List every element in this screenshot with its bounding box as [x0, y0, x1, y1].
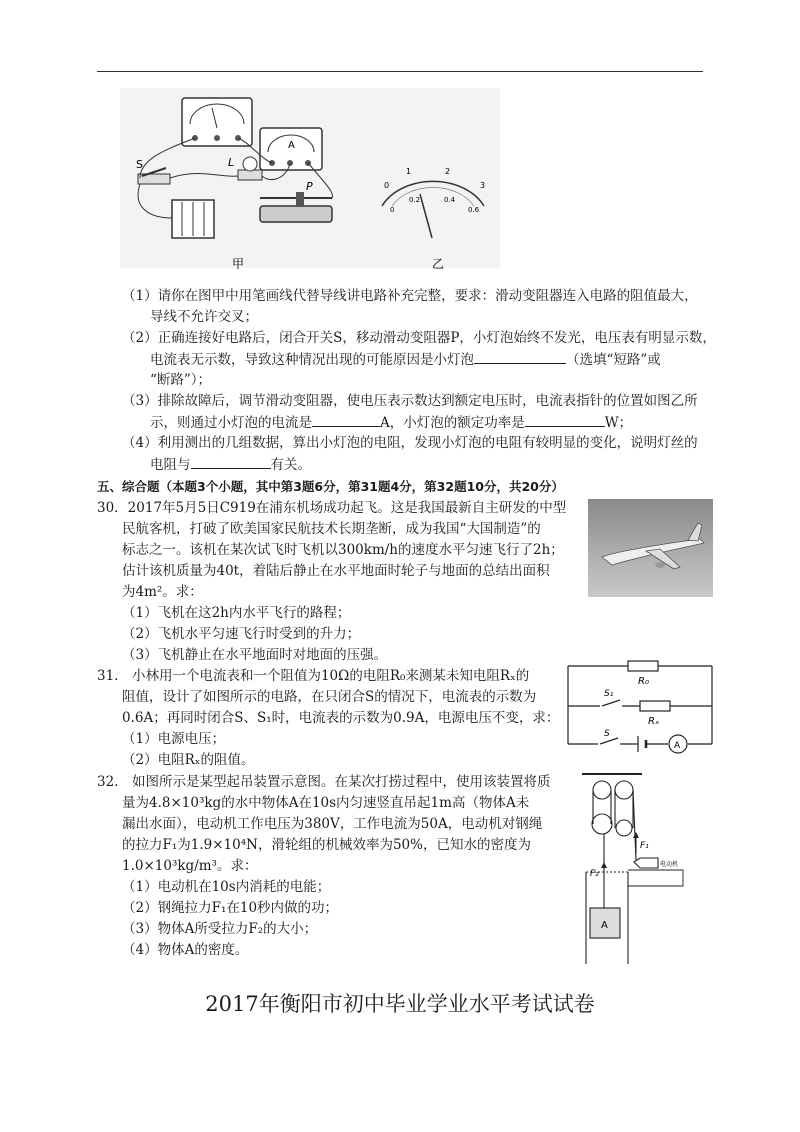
q29-answer-blank-3[interactable] [525, 412, 605, 427]
q30-sub3: （3）飞机静止在水平地面时对地面的压强。 [122, 647, 388, 663]
q29-part4-text-a: 电阻与 [150, 457, 191, 473]
scale-bottom-3: 0.6 [468, 206, 480, 214]
header-rule [97, 71, 703, 72]
switch-label: S [136, 158, 143, 171]
q29-part4-line1: （4）利用测出的几组数据，算出小灯泡的电阻，发现小灯泡的电阻有较明显的变化，说明灯丝的 [122, 435, 698, 451]
q30-sub1: （1）飞机在这2h内水平飞行的路程； [122, 605, 351, 621]
slider-label: P [306, 180, 313, 193]
q32-sub2: （2）钢绳拉力F₁在10秒内做的功； [122, 900, 339, 916]
q32-fig-f2: F₂ [590, 869, 599, 879]
q29-answer-blank-1[interactable] [474, 349, 566, 364]
q30-line1: 30．2017年5月5日C919在浦东机场成功起飞。这是我国最新自主研发的中型 [97, 500, 567, 516]
q32-line4: 的拉力F₁为1.9×10⁴N，滑轮组的机械效率为50%，已知水的密度为 [122, 837, 531, 853]
q32-line5: 1.0×10³kg/m³。求： [122, 858, 258, 874]
lamp-label: L [228, 156, 235, 169]
scale-top-1: 1 [406, 167, 412, 176]
q31-fig-s: S [604, 729, 610, 739]
q32-sub1: （1）电动机在10s内消耗的电能； [122, 879, 331, 895]
label-yi: 乙 [432, 257, 445, 271]
q29-part3-text-b: A，小灯泡的额定功率是 [380, 415, 525, 431]
q31-line1: 31. 小林用一个电流表和一个阻值为10Ω的电阻R₀来测某未知电阻Rₓ的 [97, 668, 530, 684]
q31-circuit-diagram [566, 656, 716, 756]
scale-top-3: 3 [480, 181, 486, 190]
q29-part2-text-b: （选填“短路”或 [566, 352, 661, 368]
scale-top-0: 0 [384, 181, 390, 190]
q29-part3-line2 [150, 412, 632, 434]
q29-answer-blank-2[interactable] [312, 412, 380, 427]
label-jia: 甲 [232, 257, 245, 271]
q29-part4-text-b: 有关。 [270, 457, 311, 473]
q31-fig-s1: S₁ [604, 689, 614, 699]
q31-sub2: （2）电阻Rₓ的阻值。 [122, 752, 255, 768]
q29-part2-line1: （2）正确连接好电路后，闭合开关S，移动滑动变阻器P，小灯泡始终不发光，电压表有明显示数， [122, 330, 716, 346]
q32-fig-a: A [601, 920, 608, 931]
q30-line3: 标志之一。该机在某次试飞时飞机以300km/h的速度水平匀速飞行了2h； [122, 542, 564, 558]
q30-sub2: （2）飞机水平匀速飞行时受到的升力； [122, 626, 361, 642]
q32-line3: 漏出水面），电动机工作电压为380V，工作电流为50A，电动机对钢绳 [122, 816, 543, 832]
q32-fig-f1: F₁ [640, 841, 649, 851]
q29-part3-text-a: 示，则通过小灯泡的电流是 [150, 415, 312, 431]
q32-crane-diagram [578, 768, 688, 968]
q31-fig-rx: Rₓ [648, 716, 660, 727]
q29-answer-blank-4[interactable] [191, 454, 271, 469]
scale-top-2: 2 [445, 167, 451, 176]
q29-part3-text-c: W； [604, 415, 633, 431]
q32-sub3: （3）物体A所受拉力F₂的大小； [122, 921, 318, 937]
q31-line2: 阻值，设计了如图所示的电路，在只闭合S的情况下，电流表的示数为 [122, 689, 537, 705]
q32-fig-motor: 电动机 [660, 861, 679, 868]
q32-sub4: （4）物体A的密度。 [122, 942, 249, 958]
ammeter-label: A [288, 140, 295, 151]
q31-line3: 0.6A；再同时闭合S、S₁时，电流表的示数为0.9A，电源电压不变，求： [122, 710, 560, 726]
scale-bottom-2: 0.4 [444, 196, 456, 204]
q31-fig-a: A [674, 741, 681, 751]
q30-line4: 估计该机质量为40t，着陆后静止在水平地面时轮子与地面的总结出面积 [122, 563, 550, 579]
q29-part3-line1: （3）排除故障后，调节滑动变阻器，使电压表示数达到额定电压时，电流表指针的位置如图乙所 [122, 393, 698, 409]
q30-line5: 为4m²。求： [122, 584, 203, 600]
scale-bottom-1: 0.2 [409, 196, 421, 204]
figure-circuit-jia [120, 88, 500, 278]
q31-sub1: （1）电源电压； [122, 731, 226, 747]
section5-heading: 五、综合题（本题3个小题，其中第3题6分，第31题4分，第32题10分，共20分） [97, 479, 564, 494]
q29-part2-line3: “断路”）； [150, 372, 212, 388]
c919-airplane-photo [588, 499, 713, 597]
scale-bottom-0: 0 [390, 206, 395, 214]
q29-part1-line1: （1）请你在图甲中用笔画线代替导线讲电路补充完整，要求：滑动变阻器连入电路的阻值最大， [122, 288, 698, 304]
q30-line2: 民航客机，打破了欧美国家民航技术长期垄断，成为我国“大国制造”的 [122, 521, 541, 537]
q29-part1-line2: 导线不允许交叉； [150, 309, 258, 325]
exam-title: 2017年衡阳市初中毕业学业水平考试试卷 [205, 992, 595, 1016]
q29-part2-text-a: 电流表无示数，导致这种情况出现的可能原因是小灯泡 [150, 352, 474, 368]
q29-part4-line2 [150, 454, 311, 476]
q31-fig-r0: R₀ [638, 676, 649, 687]
q29-part2-line2 [150, 349, 661, 371]
q32-line1: 32. 如图所示是某型起吊装置示意图。在某次打捞过程中，使用该装置将质 [97, 774, 551, 790]
q32-line2: 量为4.8×10³kg的水中物体A在10s内匀速竖直吊起1m高（物体A未 [122, 795, 530, 811]
